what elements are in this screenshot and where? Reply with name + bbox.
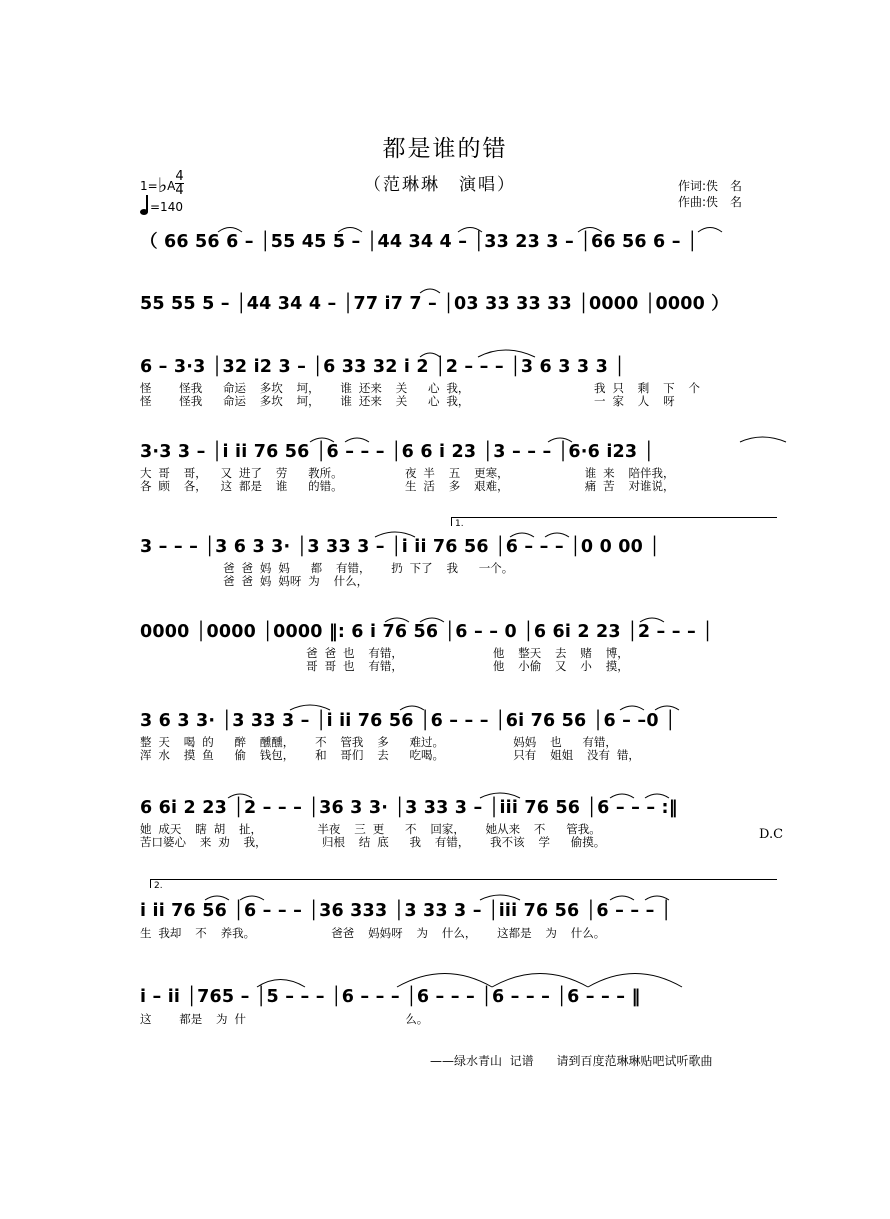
- lyrics-verse-1: 生 我却 不 养我。 爸爸 妈妈呀 为 什么， 这都是 为 什么。: [140, 927, 606, 940]
- time-bottom: 4: [175, 183, 184, 198]
- lyrics-verse-1: 大 哥 哥， 又 进了 劳 教所。 夜 半 五 更寒， 谁 来 陪伴我，: [140, 467, 675, 480]
- lyrics-verse-1: 她 成天 瞎 胡 扯， 半夜 三 更 不 回家， 她从来 不 管我。: [140, 823, 601, 836]
- notes-row: 6 – 3·3 │32 i2 3 – │6 33 32 i 2 │2 – – – │3 6 3 3 3 │: [140, 357, 625, 377]
- time-signature: [175, 170, 184, 197]
- key-prefix: 1=: [140, 179, 158, 193]
- notes-row: i ii 76 56 │6 – – – │36 333 │3 33 3 – │iii 76 56 │6 – – – │: [140, 901, 672, 921]
- notes-row: （ 66 56 6 – │55 45 5 – │44 34 4 – │33 23 3 – │66 56 6 – │: [140, 232, 698, 252]
- second-ending-bracket: [150, 879, 777, 891]
- lyrics-verse-1: 这 都是 为 什 么。: [140, 1013, 429, 1026]
- lyrics-verse-2: 爸 爸 妈 妈呀 为 什么，: [140, 575, 369, 588]
- footer-note: ——绿水青山 记谱 请到百度范琳琳贴吧试听歌曲: [430, 1054, 713, 1068]
- lyrics-verse-1: 爸 爸 妈 妈 都 有错， 扔 下了 我 一个。: [140, 562, 514, 575]
- tempo-value: =140: [150, 200, 183, 214]
- tempo-marking: [140, 195, 183, 215]
- key-signature: [140, 173, 175, 197]
- composer: 作曲:佚 名: [678, 195, 743, 209]
- first-ending-bracket: [451, 517, 777, 529]
- lyrics-verse-2: 浑 水 摸 鱼 偷 钱包， 和 哥们 去 吃喝。 只有 姐姐 没有 错，: [140, 749, 640, 762]
- lyrics-verse-1: 爸 爸 也 有错， 他 整天 去 赌 博，: [140, 647, 629, 660]
- lyrics-verse-1: 怪 怪我 命运 多坎 坷， 谁 还来 关 心 我， 我 只 剩 下 个: [140, 382, 700, 395]
- song-title: 都是谁的错: [382, 136, 508, 162]
- da-capo-mark: D.C: [759, 827, 784, 842]
- key-letter: A: [167, 179, 176, 193]
- notes-row: 55 55 5 – │44 34 4 – │77 i7 7 – │03 33 33 33 │0000 │0000 ）: [140, 294, 729, 314]
- notes-row: 3·3 3 – │i ii 76 56 │6 – – – │6 6 i 23 │3 – – – │6·6 i23 │: [140, 442, 655, 462]
- time-top: 4: [175, 169, 184, 184]
- notes-row: 6 6i 2 23 │2 – – – │36 3 3· │3 33 3 – │iii 76 56 │6 – – – :‖: [140, 798, 678, 818]
- quarter-note-icon: [140, 195, 150, 215]
- credits: [678, 178, 742, 210]
- lyrics-verse-2: 苦口婆心 来 劝 我， 归根 结 底 我 有错， 我不该 学 偷摸。: [140, 836, 606, 849]
- second-ending-label: 2.: [154, 881, 163, 891]
- notes-row: 3 – – – │3 6 3 3· │3 33 3 – │i ii 76 56 │6 – – – │0 0 00 │: [140, 537, 661, 557]
- flat-icon: ♭: [157, 173, 168, 197]
- lyrics-verse-2: 怪 怪我 命运 多坎 坷， 谁 还来 关 心 我， 一 家 人 呀: [140, 395, 675, 408]
- lyrics-verse-1: 整 天 喝 的 醉 醺醺， 不 管我 多 难过。 妈妈 也 有错，: [140, 736, 617, 749]
- first-ending-label: 1.: [455, 519, 464, 529]
- lyrics-verse-2: 哥 哥 也 有错， 他 小偷 又 小 摸，: [140, 660, 629, 673]
- notes-row: 0000 │0000 │0000 ‖: 6 i 76 56 │6 – – 0 │6 6i 2 23 │2 – – – │: [140, 622, 713, 642]
- notes-row: 3 6 3 3· │3 33 3 – │i ii 76 56 │6 – – – │6i 76 56 │6 – –0 │: [140, 711, 676, 731]
- performer-line: （范琳琳 演唱）: [364, 175, 516, 195]
- lyrics-verse-2: 各 顾 各， 这 都是 谁 的错。 生 活 多 艰难， 痛 苦 对谁说，: [140, 480, 675, 493]
- lyricist: 作词:佚 名: [678, 179, 743, 193]
- notes-row: i – ii │765 – │5 – – – │6 – – – │6 – – – │6 – – – │6 – – – ‖: [140, 987, 641, 1007]
